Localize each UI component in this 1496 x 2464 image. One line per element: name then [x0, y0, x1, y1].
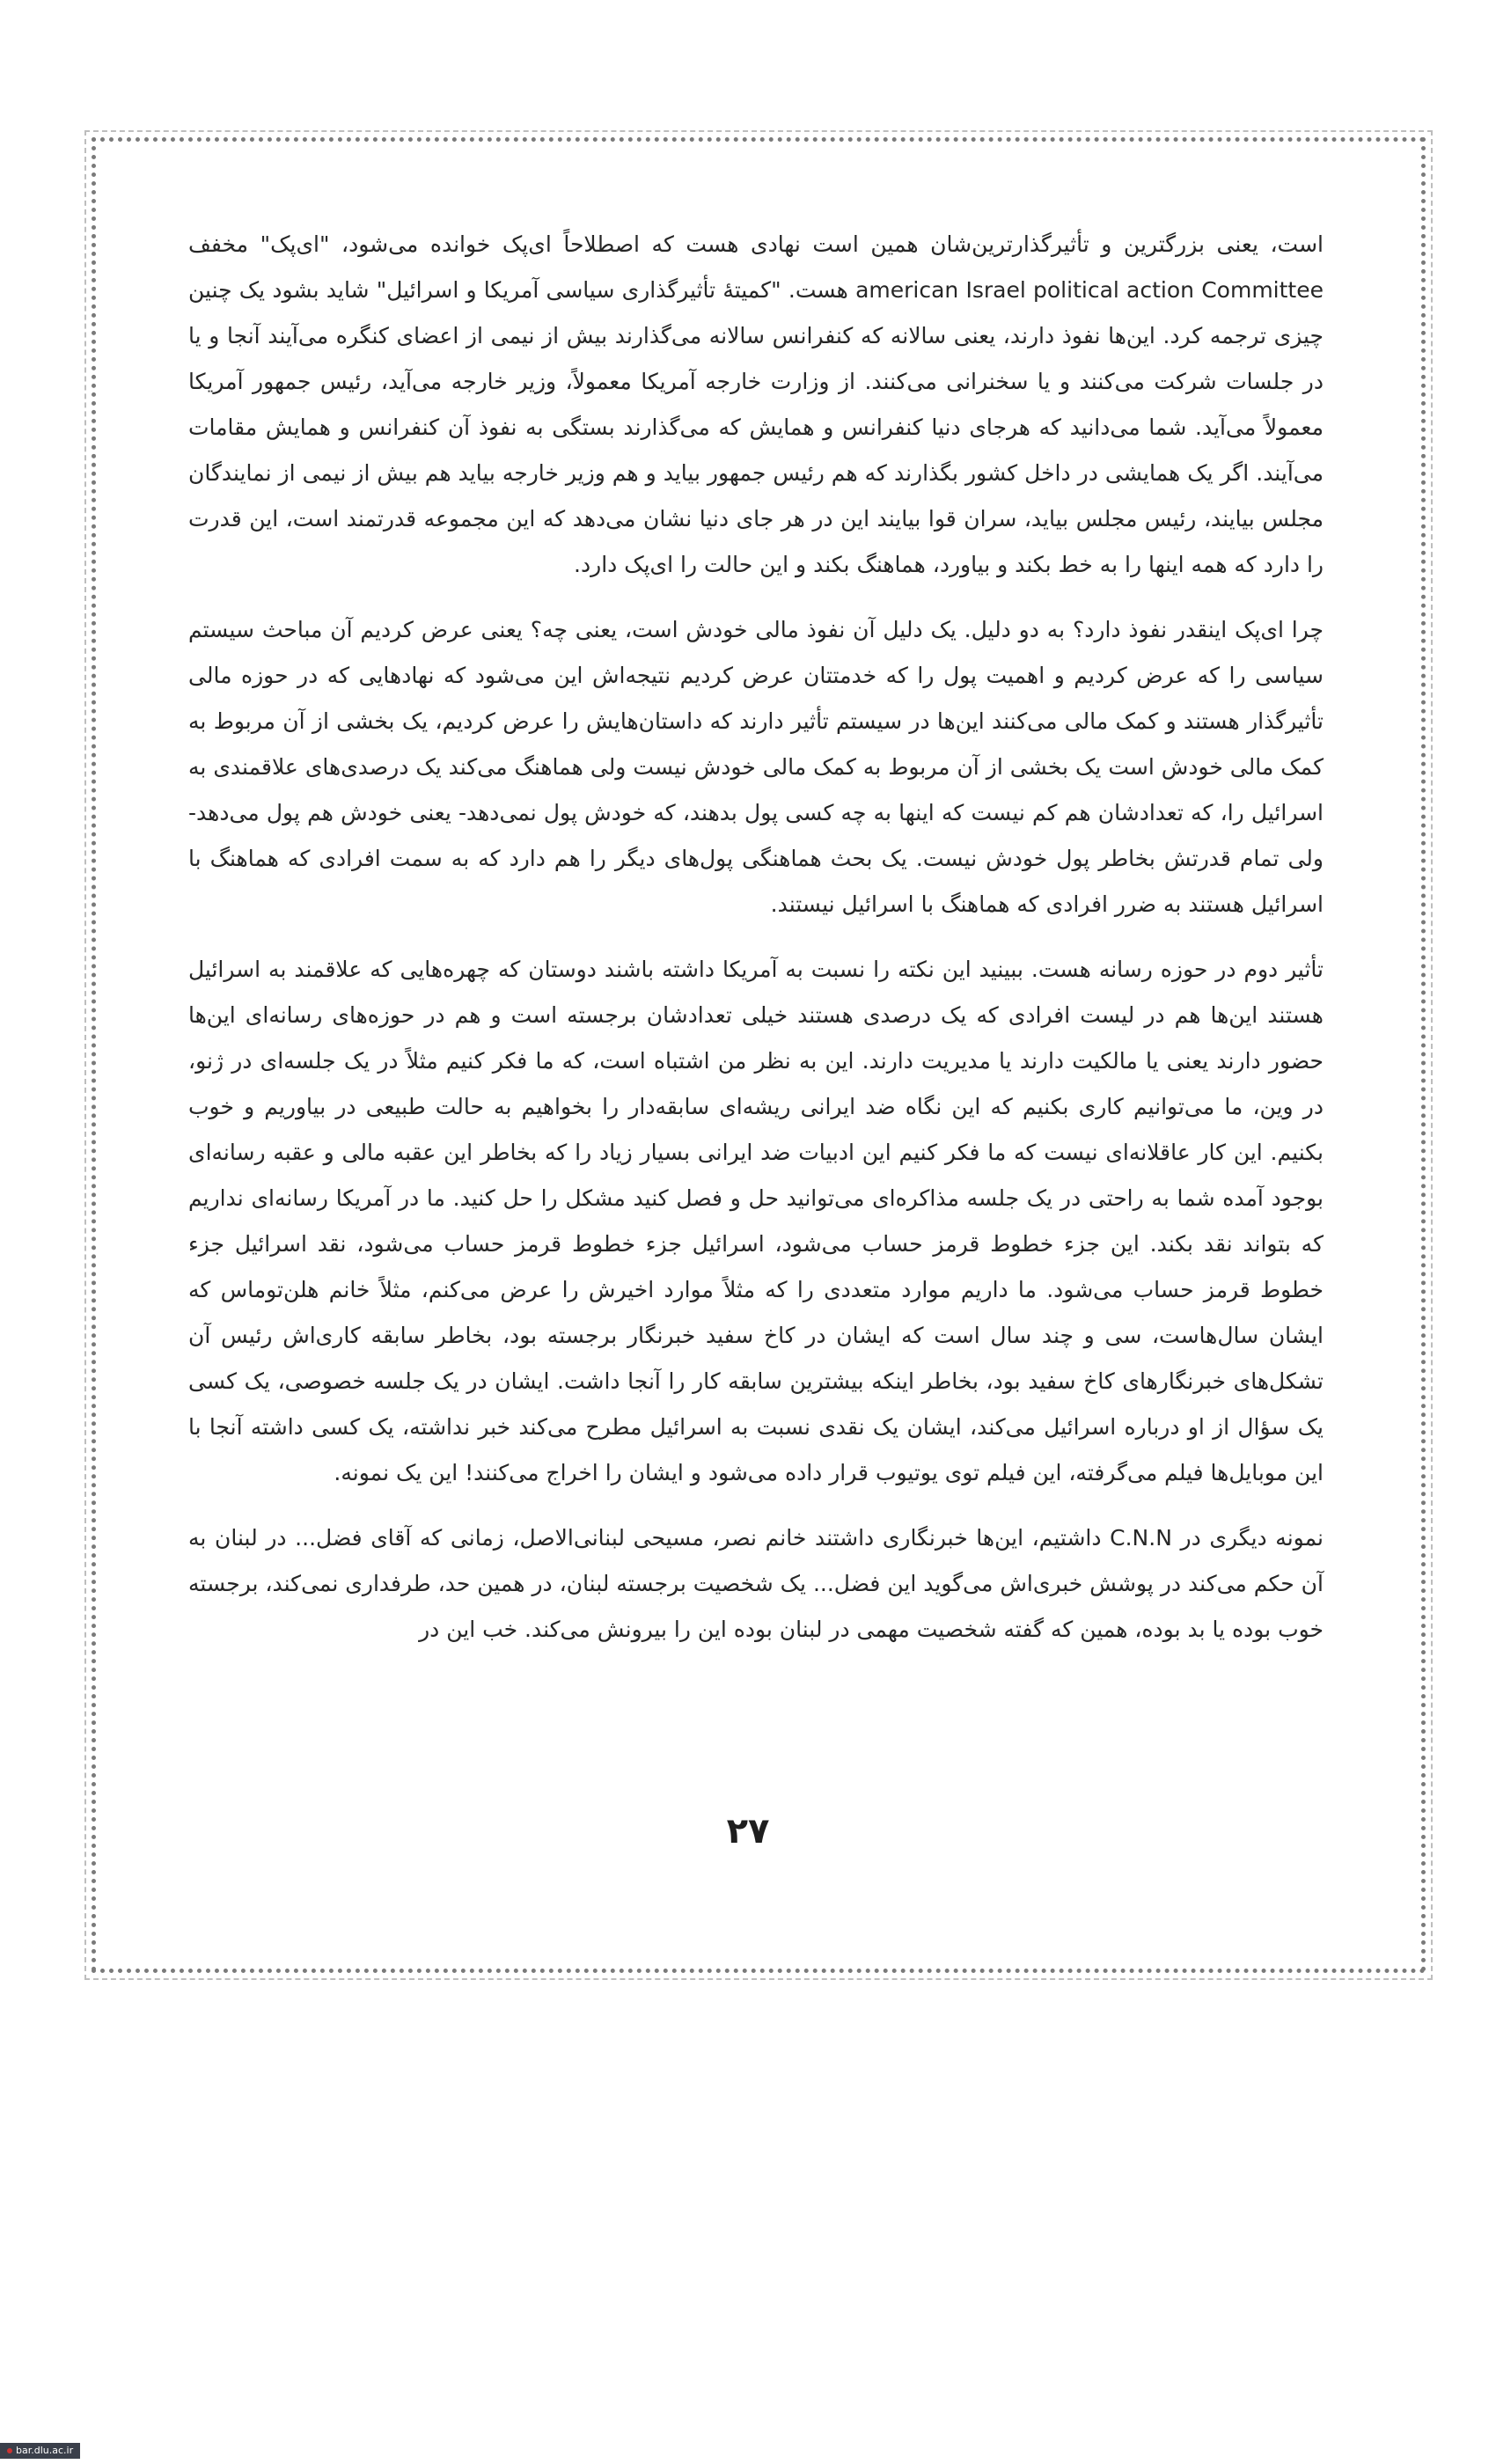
- paragraph-2: چرا ای‌پک اینقدر نفوذ دارد؟ به دو دلیل. یک دلیل آن نفوذ مالی خودش است، یعنی چه؟ یعنی عرض کردیم آن مباحث سیستم سیاسی را که عرض کردیم و اهمیت پول را که خدمتتان عرض کردیم نتیجه‌اش این می‌شود که نهادهایی که در حوزه مالی تأثیرگذار هستند و کمک مالی می‌کنند این‌ها در سیستم تأثیر دارند که داستان‌هایش را عرض کردیم، یک بخشی از آن مربوط به کمک مالی خودش است یک بخشی از آن مربوط به کمک مالی خودش نیست ولی هماهنگ می‌کند یک درصدی‌های علاقمندی به اسرائیل را، که تعدادشان هم کم نیست که اینها به چه کسی پول بدهند، که خودش پول نمی‌دهد- یعنی خودش هم پول می‌دهد- ولی تمام قدرتش بخاطر پول خودش نیست. یک بحث هماهنگی پول‌های دیگر را هم دارد که به سمت افرادی که هماهنگ با اسرائیل هستند به ضرر افرادی که هماهنگ با اسرائیل نیستند.: [188, 617, 1324, 917]
- paragraph-4: نمونه دیگری در C.N.N داشتیم، این‌ها خبرنگاری داشتند خانم نصر، مسیحی لبنانی‌الاصل، زمانی که آقای فضل‌... در لبنان به آن حکم می‌کند در پوشش خبری‌اش می‌گوید این فضل‌... یک شخصیت برجسته لبنان، در همین حد، طرفداری نمی‌کند، برجسته خوب بوده یا بد بوده، همین که گفته شخصیت مهمی در لبنان بوده این را بیرونش می‌کند. خب این در: [188, 1525, 1324, 1642]
- paragraph-1: است، یعنی بزرگترین و تأثیرگذارترین‌شان همین است نهادی هست که اصطلاحاً ای‌پک خوانده می‌شود، "ای‌پک" مخفف american Israel political action Committee هست. "کمیتهٔ تأثیرگذاری سیاسی آمریکا و اسرائیل" شاید بشود یک چنین چیزی ترجمه کرد. این‌ها نفوذ دارند، یعنی سالانه که کنفرانس سالانه می‌گذارند بیش از نیمی از اعضای کنگره می‌آیند آنجا و یا در جلسات شرکت می‌کنند و یا سخنرانی می‌کنند. از وزارت خارجه آمریکا معمولاً، وزیر خارجه می‌آید، رئیس جمهور آمریکا معمولاً می‌آید. شما می‌دانید که هرجای دنیا کنفرانس و همایش که می‌گذارند بستگی به نفوذ آن کنفرانس و همایش مقامات می‌آیند. اگر یک همایشی در داخل کشور بگذارند که هم رئیس جمهور بیاید و هم وزیر خارجه بیاید هم بیش از نیمی از نمایندگان مجلس بیایند، رئیس مجلس بیاید، سران قوا بیایند این در هر جای دنیا نشان می‌دهد که این مجموعه قدرتمند است، این قدرت را دارد که همه اینها را به خط بکند و بیاورد، هماهنگ بکند و این حالت را ای‌پک دارد.: [188, 231, 1324, 577]
- page-number: ۲۷: [726, 1811, 770, 1852]
- paragraph-3: تأثیر دوم در حوزه رسانه هست. ببینید این نکته را نسبت به آمریکا داشته باشند دوستان که چهره‌هایی که علاقمند به اسرائیل هستند این‌ها هم در لیست افرادی که یک درصدی هستند خیلی تعدادشان برجسته است و هم در حوزه‌های رسانه‌ای این‌ها حضور دارند یعنی یا مالکیت دارند یا مدیریت دارند. این به نظر من اشتباه است، که ما فکر کنیم مثلاً در یک جلسه‌ای در ژنو، در وین، ما می‌توانیم کاری بکنیم که این نگاه ضد ایرانی ریشه‌ای سابقه‌دار را بخواهیم به حالت طبیعی در بیاوریم و خوب بکنیم. این کار عاقلانه‌ای نیست که ما فکر کنیم این ادبیات ضد ایرانی بسیار زیاد را که بخاطر این عقبه مالی و عقبه رسانه‌ای بوجود آمده شما به راحتی در یک جلسه مذاکره‌ای می‌توانید حل و فصل کنید مشکل را حل کنید. ما در آمریکا رسانه‌ای نداریم که بتواند نقد بکند. این جزء خطوط قرمز حساب می‌شود، اسرائیل جزء خطوط قرمز حساب می‌شود، نقد اسرائیل جزء خطوط قرمز حساب می‌شود. ما داریم موارد متعددی را که مثلاً موارد اخیرش را عرض می‌کنم، مثلاً خانم هلن‌توماس که ایشان سال‌هاست، سی و چند سال است که ایشان در کاخ سفید خبرنگار برجسته بود، بخاطر سابقه کاری‌اش رئیس آن تشکل‌های خبرنگارهای کاخ سفید بود، بخاطر اینکه بیشترین سابقه کار را آنجا داشت. ایشان در یک جلسه خصوصی، یک کسی یک سؤال از او درباره اسرائیل می‌کند، ایشان یک نقدی نسبت به اسرائیل مطرح می‌کند خبر نداشته، یک کسی داشته آنجا با این موبایل‌ها فیلم می‌گرفته، این فیلم توی یوتیوب قرار داده می‌شود و ایشان را اخراج می‌کنند! این یک نمونه.: [188, 957, 1324, 1485]
- source-watermark-tag: [0, 2443, 80, 2459]
- document-body: [188, 222, 1324, 1672]
- red-dot-icon: [7, 2448, 12, 2453]
- source-watermark-text: bar.dlu.ac.ir: [16, 2445, 74, 2456]
